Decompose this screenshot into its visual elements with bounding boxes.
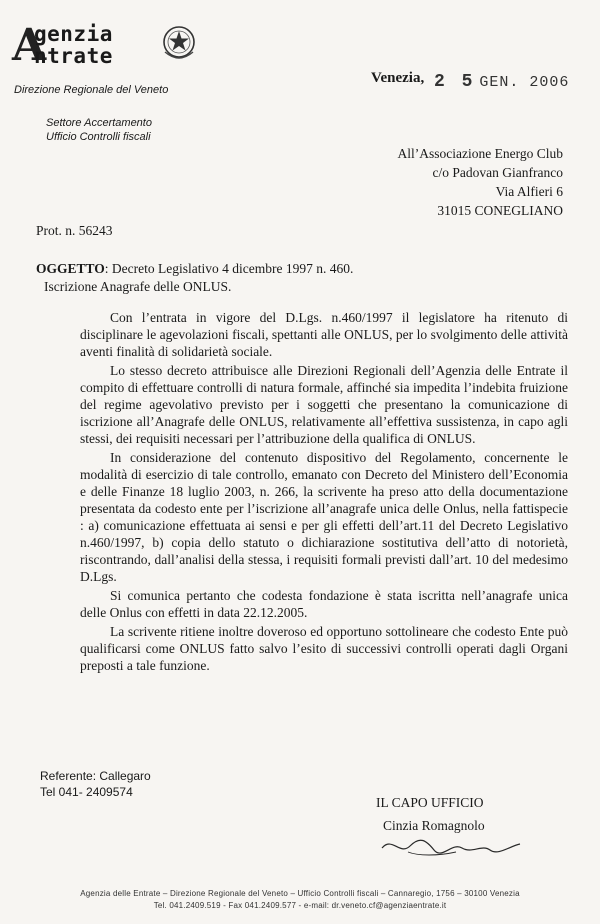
recipient-line: 31015 CONEGLIANO [437, 203, 563, 218]
body-paragraph: La scrivente ritiene inoltre doveroso ed opportuno sottolineare che codesto Ente può qualificarsi come ONLUS fatto salvo l’esito di successivi controlli operati dagli Organi preposti a tale funzione. [80, 624, 568, 673]
protocol-number: Prot. n. 56243 [36, 223, 113, 238]
date-stamp [434, 72, 569, 92]
date-stamp-month-year: GEN. 2006 [479, 74, 570, 91]
body-paragraph: Lo stesso decreto attribuisce alle Direzioni Regionali dell’Agenzia delle Entrate il compito di effettuare controlli di natura formale, affinché sia impedita l’indebita fruizione del regime agevolativo previsto per i soggetti che presentano la comunicazione di iscrizione all’Anagrafe delle ONLUS, relativamente all’effettiva sussistenza, in capo agli stessi, dei requisiti necessari per l’attribuzione della qualifica di ONLUS. [80, 363, 568, 446]
handwritten-signature-icon [378, 822, 538, 862]
logo-line-1: genzia [34, 22, 113, 46]
recipient-line: Via Alfieri 6 [495, 184, 563, 199]
office-name: Ufficio Controlli fiscali [46, 131, 151, 143]
signatory-title: IL CAPO UFFICIO [376, 795, 484, 810]
referent-phone: Tel 041- 2409574 [40, 785, 133, 799]
footer-line-2: Tel. 041.2409.519 - Fax 041.2409.577 - e-mail: dr.veneto.cf@agenziaentrate.it [153, 901, 447, 910]
body-paragraph: Si comunica pertanto che codesta fondazione è stata iscritta nell’anagrafe unica delle Onlus con effetti in data 22.12.2005. [80, 588, 568, 620]
subject-label: OGGETTO [36, 261, 105, 276]
office-block [46, 116, 152, 144]
footer-line-1: Agenzia delle Entrate – Direzione Regionale del Veneto – Ufficio Controlli fiscali – Cannaregio, 1756 – 30100 Venezia [80, 889, 520, 898]
republic-emblem-icon [160, 22, 198, 64]
logo-line-2: ntrate [34, 44, 113, 68]
subject [36, 260, 353, 296]
body-paragraph: In considerazione del contenuto dispositivo del Regolamento, concernente le modalità di esercizio di tale controllo, emanato con Decreto del Ministero dell’Economia e delle Finanze 18 luglio 2003, n. 266, la scrivente ha preso atto della documentazione presentata da codesto ente per l’iscrizione all’anagrafe unica delle Onlus, nella fattispecie : a) comunicazione effettuata ai sensi e per gli effetti dell’art.11 del Decreto Legislativo n.460/1997, b) copia dello statuto o dichiarazione sostitutiva dell’atto di notorietà, riscontrando, dall’analisi della stessa, i requisiti formali previsti dall’art. 10 del medesimo D.Lgs. [80, 450, 568, 584]
letter-body [80, 309, 568, 676]
referent-name: Referente: Callegaro [40, 769, 151, 783]
recipient-address [398, 144, 563, 220]
place: Venezia, [371, 70, 425, 86]
body-paragraph: Con l’entrata in vigore del D.Lgs. n.460/1997 il legislatore ha ritenuto di disciplinare le agevolazioni fiscali, spettanti alle ONLUS, per lo svolgimento delle attività aventi finalità di solidarietà sociale. [80, 310, 568, 359]
sector-name: Settore Accertamento [46, 117, 152, 129]
recipient-line: All’Associazione Energo Club [397, 146, 563, 161]
signatory-name: Cinzia Romagnolo [383, 818, 485, 833]
footer [0, 889, 600, 910]
subject-line-1: : Decreto Legislativo 4 dicembre 1997 n. 460. [104, 261, 354, 276]
referent-block [40, 768, 151, 800]
directorate-name: Direzione Regionale del Veneto [14, 84, 169, 96]
recipient-line: c/o Padovan Gianfranco [432, 165, 563, 180]
date-stamp-day: 2 5 [434, 72, 476, 92]
subject-line-2: Iscrizione Anagrafe delle ONLUS. [44, 279, 232, 294]
logo-initial: A [12, 20, 47, 71]
